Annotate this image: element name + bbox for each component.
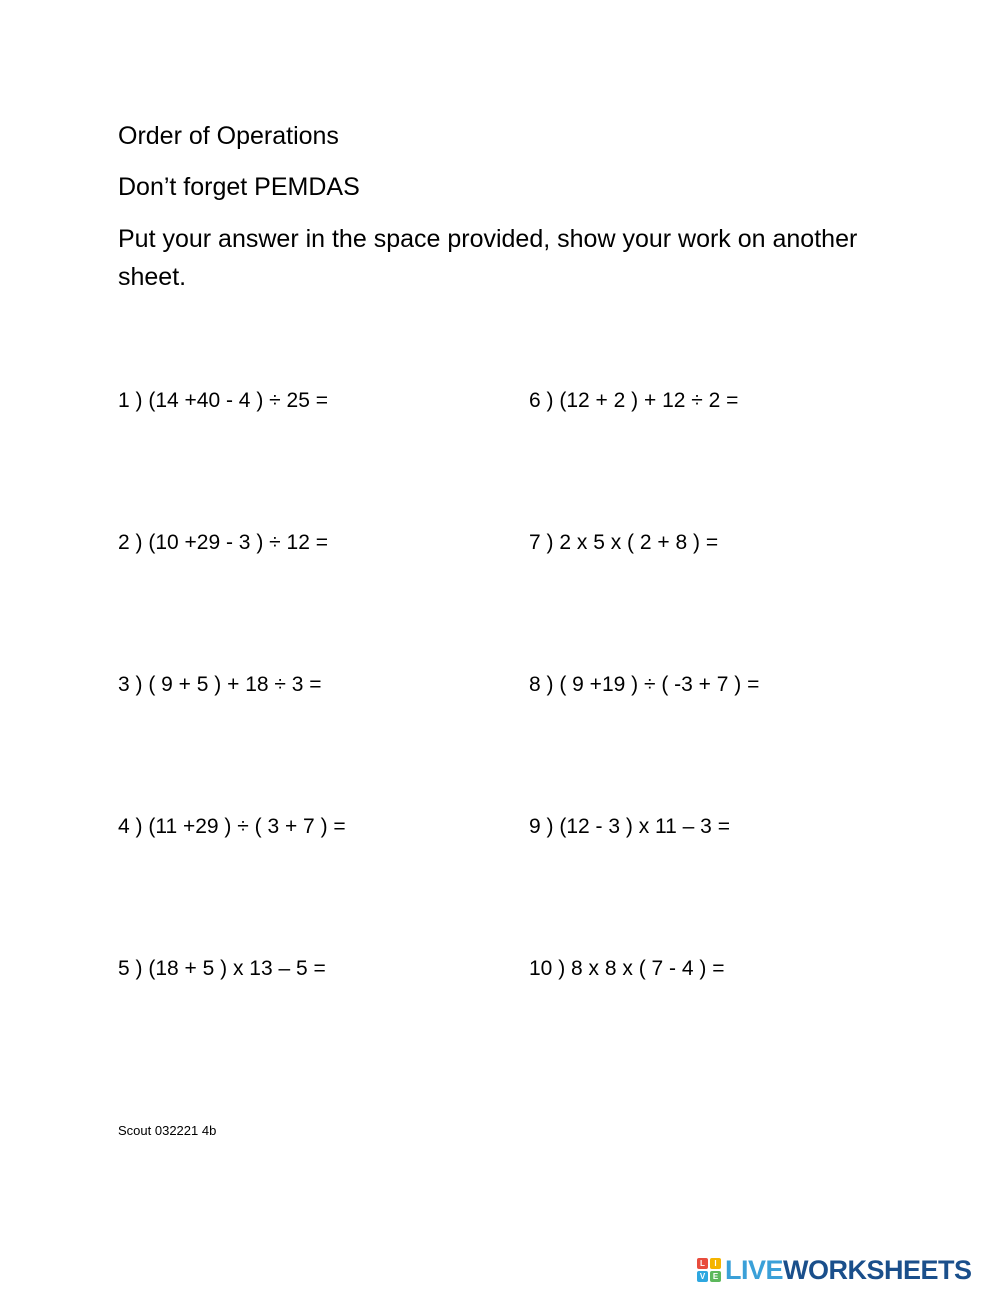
problem-5: 5 ) (18 + 5 ) x 13 – 5 =	[118, 957, 326, 980]
logo-tile-l: L	[697, 1258, 708, 1269]
logo-tile-i: I	[710, 1258, 721, 1269]
problem-9: 9 ) (12 - 3 ) x 11 – 3 =	[529, 815, 730, 838]
problem-8: 8 ) ( 9 +19 ) ÷ ( -3 + 7 ) =	[529, 673, 760, 696]
logo-tile-e: E	[710, 1271, 721, 1282]
worksheet-title: Order of Operations	[118, 122, 339, 150]
problem-6: 6 ) (12 + 2 ) + 12 ÷ 2 =	[529, 389, 739, 412]
problem-4: 4 ) (11 +29 ) ÷ ( 3 + 7 ) =	[118, 815, 346, 838]
problem-1: 1 ) (14 +40 - 4 ) ÷ 25 =	[118, 389, 328, 412]
instructions-text: Put your answer in the space provided, show your work on another sheet.	[118, 225, 858, 291]
problem-2: 2 ) (10 +29 - 3 ) ÷ 12 =	[118, 531, 328, 554]
logo-text-worksheets: WORKSHEETS	[783, 1255, 972, 1285]
footer-code: Scout 032221 4b	[118, 1123, 217, 1138]
liveworksheets-logo-icon	[697, 1258, 721, 1282]
problem-7: 7 ) 2 x 5 x ( 2 + 8 ) =	[529, 531, 719, 554]
problem-10: 10 ) 8 x 8 x ( 7 - 4 ) =	[529, 957, 725, 980]
logo-text-live: LIVE	[725, 1255, 784, 1285]
logo-text	[725, 1254, 972, 1286]
pemdas-reminder: Don’t forget PEMDAS	[118, 173, 360, 201]
logo-tile-v: V	[697, 1271, 708, 1282]
liveworksheets-logo[interactable]	[697, 1254, 972, 1286]
problem-3: 3 ) ( 9 + 5 ) + 18 ÷ 3 =	[118, 673, 322, 696]
